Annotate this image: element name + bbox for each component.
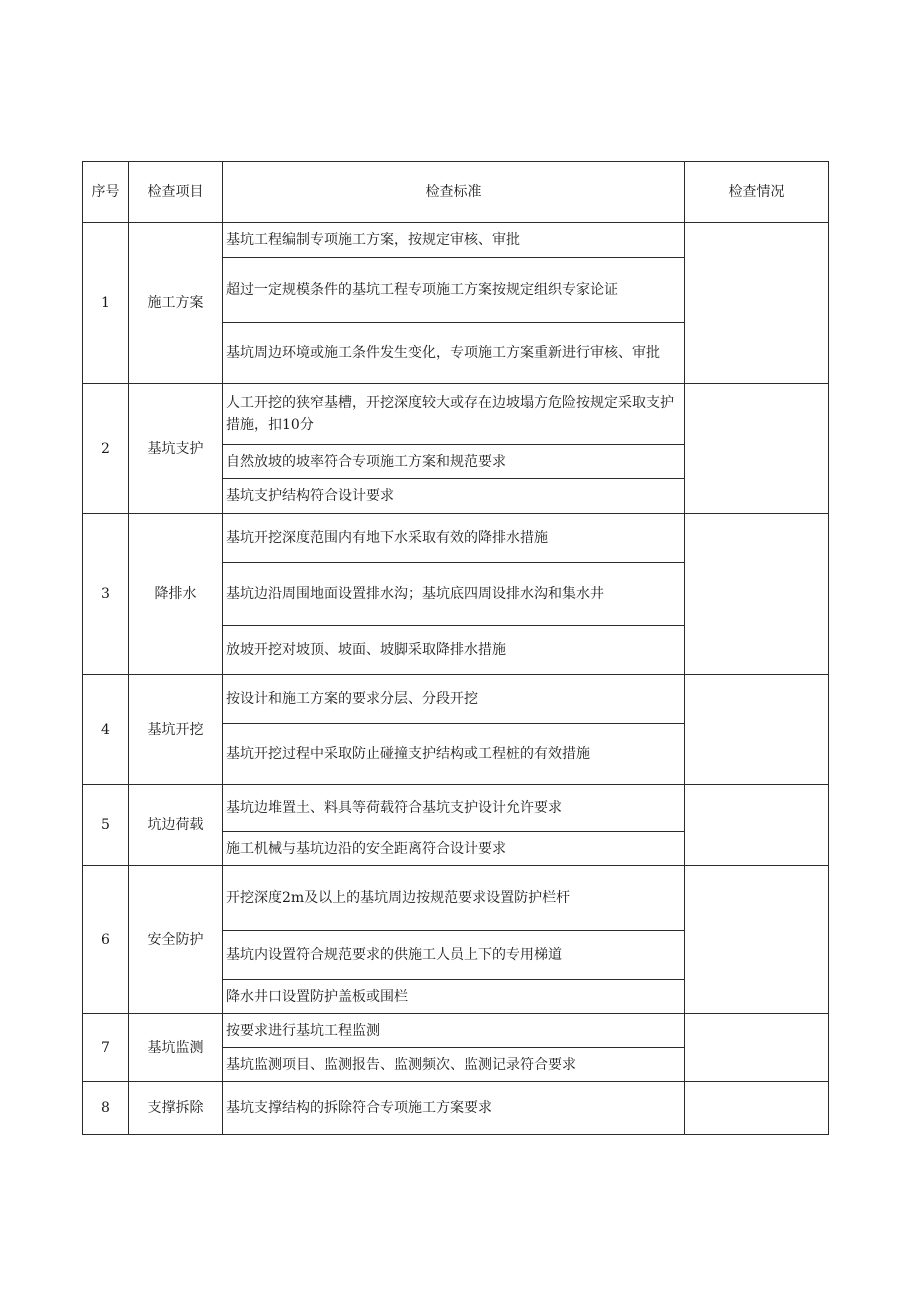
check-status-cell[interactable] — [685, 1082, 829, 1135]
check-standard: 放坡开挖对坡顶、坡面、坡脚采取降排水措施 — [223, 626, 685, 675]
table-row — [83, 785, 829, 832]
table-row — [83, 675, 829, 724]
check-standard: 基坑支撑结构的拆除符合专项施工方案要求 — [223, 1082, 685, 1135]
header-status: 检查情况 — [685, 162, 829, 223]
header-item: 检查项目 — [129, 162, 223, 223]
check-item: 支撑拆除 — [129, 1082, 223, 1135]
inspection-table-wrapper — [82, 161, 828, 1135]
check-standard: 按设计和施工方案的要求分层、分段开挖 — [223, 675, 685, 724]
row-number: 5 — [83, 785, 129, 866]
check-item: 降排水 — [129, 514, 223, 675]
table-row — [83, 223, 829, 258]
check-standard: 基坑支护结构符合设计要求 — [223, 479, 685, 514]
row-number: 3 — [83, 514, 129, 675]
table-row — [83, 384, 829, 445]
check-standard: 按要求进行基坑工程监测 — [223, 1014, 685, 1048]
check-standard: 人工开挖的狭窄基槽，开挖深度较大或存在边坡塌方危险按规定采取支护措施，扣10分 — [223, 384, 685, 445]
row-number: 2 — [83, 384, 129, 514]
check-standard: 超过一定规模条件的基坑工程专项施工方案按规定组织专家论证 — [223, 258, 685, 323]
check-item: 坑边荷载 — [129, 785, 223, 866]
check-status-cell[interactable] — [685, 384, 829, 514]
check-item: 基坑支护 — [129, 384, 223, 514]
check-standard: 基坑边沿周围地面设置排水沟；基坑底四周设排水沟和集水井 — [223, 563, 685, 626]
check-standard: 基坑边堆置土、料具等荷载符合基坑支护设计允许要求 — [223, 785, 685, 832]
inspection-table — [82, 161, 829, 1135]
row-number: 7 — [83, 1014, 129, 1082]
check-status-cell[interactable] — [685, 1014, 829, 1082]
table-row — [83, 866, 829, 931]
check-item: 安全防护 — [129, 866, 223, 1014]
row-number: 8 — [83, 1082, 129, 1135]
check-status-cell[interactable] — [685, 785, 829, 866]
header-no: 序号 — [83, 162, 129, 223]
table-row — [83, 1082, 829, 1135]
check-item: 施工方案 — [129, 223, 223, 384]
row-number: 1 — [83, 223, 129, 384]
check-standard: 基坑工程编制专项施工方案，按规定审核、审批 — [223, 223, 685, 258]
check-status-cell[interactable] — [685, 675, 829, 785]
row-number: 6 — [83, 866, 129, 1014]
check-standard: 降水井口设置防护盖板或围栏 — [223, 980, 685, 1014]
check-item: 基坑开挖 — [129, 675, 223, 785]
check-standard: 施工机械与基坑边沿的安全距离符合设计要求 — [223, 832, 685, 866]
check-status-cell[interactable] — [685, 223, 829, 384]
check-status-cell[interactable] — [685, 514, 829, 675]
check-standard: 基坑周边环境或施工条件发生变化，专项施工方案重新进行审核、审批 — [223, 323, 685, 384]
check-standard: 基坑监测项目、监测报告、监测频次、监测记录符合要求 — [223, 1048, 685, 1082]
check-standard: 自然放坡的坡率符合专项施工方案和规范要求 — [223, 445, 685, 479]
row-number: 4 — [83, 675, 129, 785]
check-status-cell[interactable] — [685, 866, 829, 1014]
header-standard: 检查标准 — [223, 162, 685, 223]
check-standard: 基坑内设置符合规范要求的供施工人员上下的专用梯道 — [223, 931, 685, 980]
check-standard: 开挖深度2m及以上的基坑周边按规范要求设置防护栏杆 — [223, 866, 685, 931]
check-item: 基坑监测 — [129, 1014, 223, 1082]
check-standard: 基坑开挖过程中采取防止碰撞支护结构或工程桩的有效措施 — [223, 724, 685, 785]
header-row — [83, 162, 829, 223]
table-row — [83, 1014, 829, 1048]
table-row — [83, 514, 829, 563]
check-standard: 基坑开挖深度范围内有地下水采取有效的降排水措施 — [223, 514, 685, 563]
